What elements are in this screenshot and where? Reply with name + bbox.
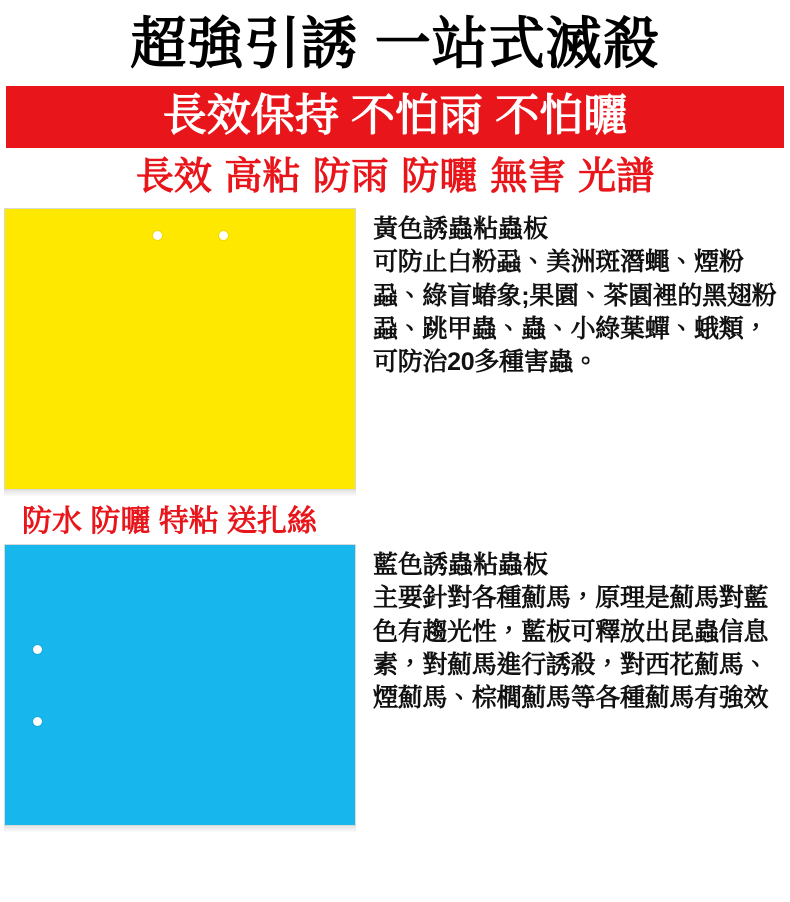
red-banner	[6, 86, 784, 148]
product-description: 主要針對各種薊馬，原理是薊馬對藍色有趨光性，藍板可釋放出昆蟲信息素，對薊馬進行誘殺，對西花薊馬、煙薊馬、棕櫚薊馬等各種薊馬有強效	[373, 584, 769, 713]
keyword-item: 防曬	[401, 156, 478, 199]
keyword-item: 防雨	[312, 156, 389, 199]
product-description: 可防止白粉蝨、美洲斑潛蠅、煙粉蝨、綠盲蝽象;果園、茶園裡的黑翅粉蝨、跳甲蟲、蟲、小綠葉蟬、蛾類，可防治20多種害蟲。	[373, 248, 777, 377]
page-headline: 超強引誘 一站式滅殺	[130, 12, 660, 75]
red-banner-text: 長效保持 不怕雨 不怕曬	[162, 91, 628, 140]
board-hole-icon	[153, 231, 162, 240]
blue-sticky-board	[4, 544, 356, 826]
board-shadow	[4, 826, 356, 833]
board-column	[4, 208, 359, 497]
product-block-blue	[0, 544, 790, 833]
keyword-item: 高粘	[224, 156, 301, 199]
product-title: 黃色誘蟲粘蟲板	[373, 215, 549, 244]
keyword-item: 光譜	[578, 156, 655, 199]
sub-strip-text: 防水 防曬 特粘 送扎絲	[22, 505, 318, 539]
product-info-blue	[359, 544, 790, 715]
product-info-yellow	[359, 208, 790, 379]
sub-strip	[0, 497, 790, 544]
board-hole-icon	[33, 717, 42, 726]
product-block-yellow	[0, 208, 790, 497]
yellow-sticky-board	[4, 208, 356, 490]
keyword-strip	[0, 148, 790, 208]
product-title: 藍色誘蟲粘蟲板	[373, 551, 549, 580]
board-shadow	[4, 490, 356, 497]
board-hole-icon	[33, 645, 42, 654]
board-hole-icon	[219, 231, 228, 240]
keyword-item: 無害	[489, 156, 566, 199]
board-column	[4, 544, 359, 833]
keyword-item: 長效	[135, 156, 212, 199]
